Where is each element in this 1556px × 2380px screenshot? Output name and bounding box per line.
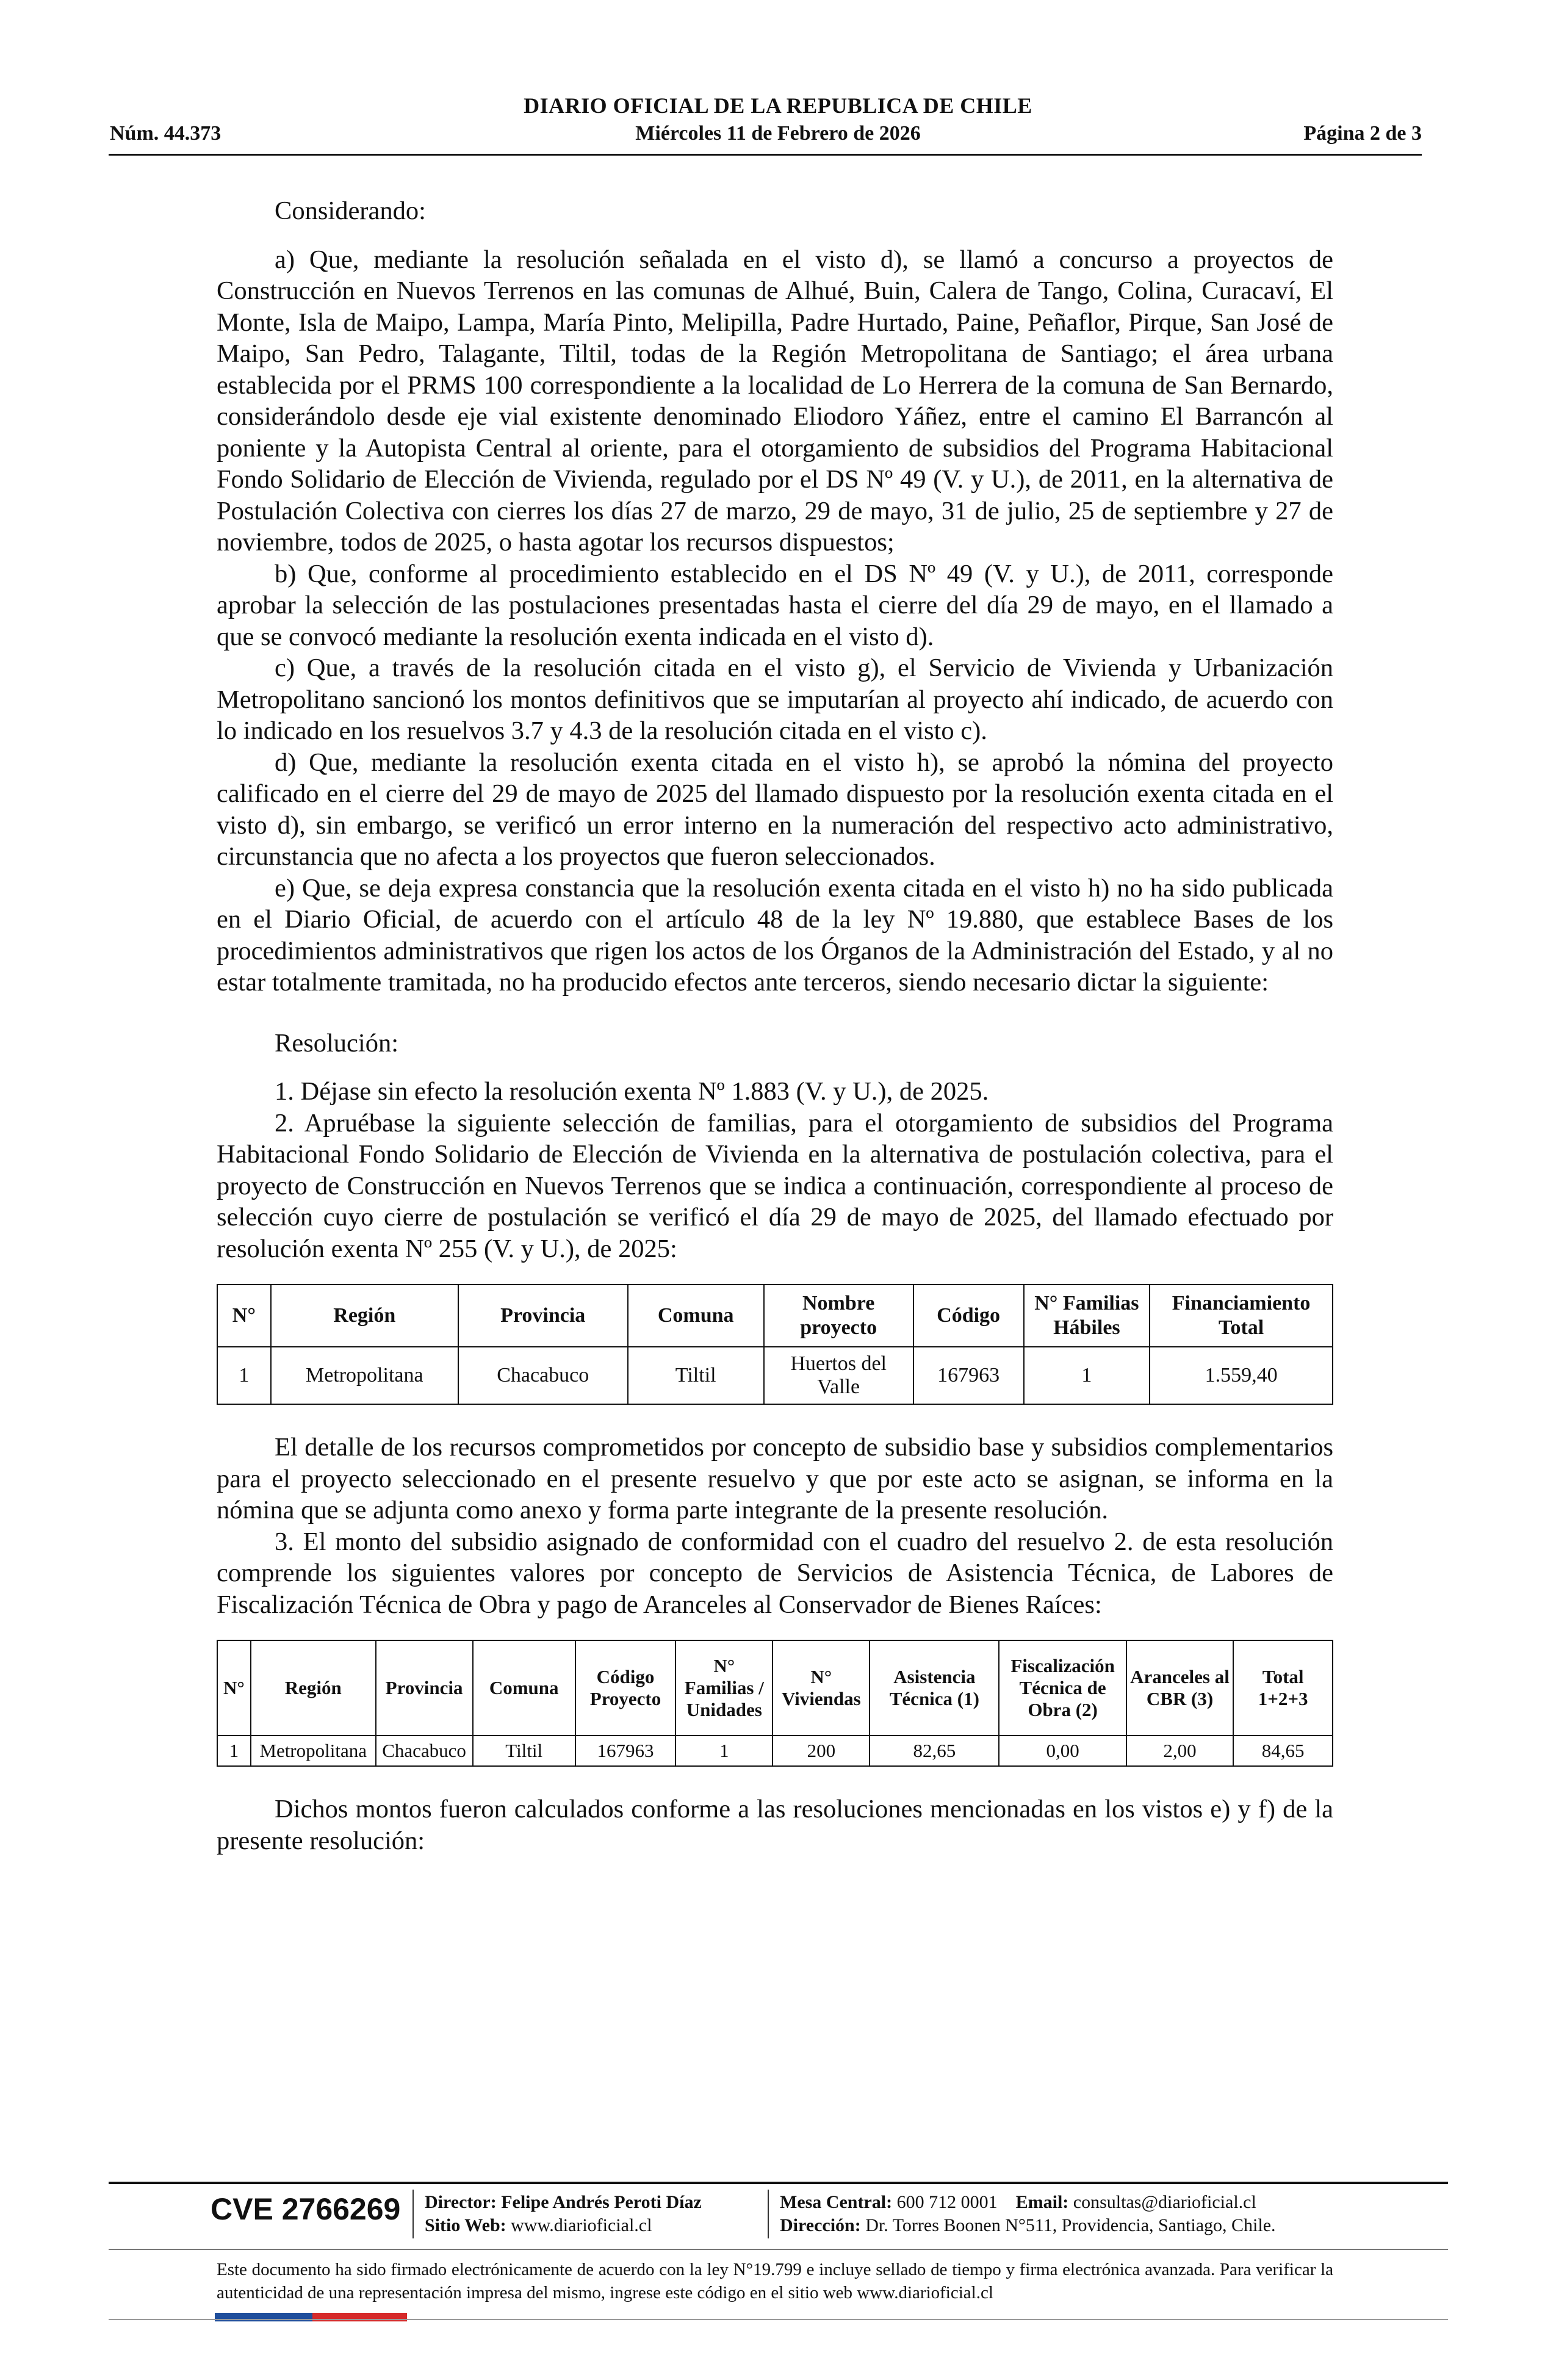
footer-separator: [768, 2190, 769, 2238]
amounts-table: [217, 1640, 1333, 1767]
director-name: Felipe Andrés Peroti Díaz: [501, 2192, 702, 2212]
table-cell: 1: [217, 1736, 251, 1766]
selection-table: [217, 1284, 1333, 1405]
signature-note: Este documento ha sido firmado electrónicamente de acuerdo con la ley N°19.799 e incluye sellado de tiempo y firma electrónica avanzada. Para verificar la autenticidad de una representación impresa del mismo, ingrese este código en el sitio web www.diarioficial.cl: [217, 2260, 1333, 2302]
page-indicator: Página 2 de 3: [1303, 122, 1422, 145]
considerando-d: d) Que, mediante la resolución exenta citada en el visto h), se aprobó la nómina del proyecto calificado en el cierre del 29 de mayo de 2025 del llamado dispuesto por la resolución exenta citada en el visto d), sin embargo, se verificó un error interno en la numeración del respectivo acto administrativo, circunstancia que no afecta a los proyectos que fueron seleccionados.: [217, 748, 1333, 871]
col-header: N°: [217, 1640, 251, 1736]
col-header: Aranceles al CBR (3): [1126, 1640, 1233, 1736]
flag-stripe-blue: [215, 2313, 312, 2321]
document-body: [217, 183, 1333, 1856]
resolucion-2: 2. Apruébase la siguiente selección de familias, para el otorgamiento de subsidios del Programa Habitacional Fondo Solidario de Elección de Vivienda en la alternativa de postulación colectiva, para el proyecto de Construcción en Nuevos Terrenos que se indica a continuación, correspondiente al proceso de selección cuyo cierre de postulación se verificó el día 29 de mayo de 2025, del llamado efectuado por resolución exenta Nº 255 (V. y U.), de 2025:: [217, 1108, 1333, 1263]
table-cell: Metropolitana: [251, 1736, 376, 1766]
table-cell: Huertos del Valle: [764, 1347, 913, 1404]
col-header: Región: [251, 1640, 376, 1736]
table-cell: Tiltil: [473, 1736, 575, 1766]
col-header: Total 1+2+3: [1233, 1640, 1333, 1736]
closing-paragraph: Dichos montos fueron calculados conforme a las resoluciones mencionadas en los vistos e) y f) de la presente resolución:: [217, 1795, 1333, 1855]
cve-code: CVE 2766269: [211, 2192, 401, 2226]
address-text: Dr. Torres Boonen N°511, Providencia, Santiago, Chile.: [865, 2215, 1276, 2235]
table-header-row: [217, 1640, 1333, 1736]
col-header: Código: [913, 1285, 1024, 1347]
table-cell: Metropolitana: [271, 1347, 458, 1404]
issue-number: Núm. 44.373: [110, 122, 222, 145]
considerando-heading: Considerando:: [275, 197, 426, 225]
col-header: Código Proyecto: [575, 1640, 676, 1736]
footer-divider: [109, 2182, 1448, 2184]
footer-separator: [412, 2190, 414, 2238]
table-cell: 84,65: [1233, 1736, 1333, 1766]
col-header: Provincia: [376, 1640, 473, 1736]
col-header: N° Viviendas: [773, 1640, 870, 1736]
detalle-paragraph: El detalle de los recursos comprometidos por concepto de subsidio base y subsidios complementarios para el proyecto seleccionado en el presente resuelvo y que por este acto se asignan, se informa en la nómina que se adjunta como anexo y forma parte integrante de la presente resolución.: [217, 1433, 1333, 1524]
footer-bottom-rule: [109, 2319, 1448, 2320]
flag-stripe-red: [312, 2313, 407, 2321]
col-header: N° Familias / Unidades: [675, 1640, 773, 1736]
director-label: Director:: [425, 2192, 497, 2212]
table-cell: 1: [217, 1347, 271, 1404]
issue-date: Miércoles 11 de Febrero de 2026: [635, 122, 921, 145]
footer-thin-rule: [109, 2249, 1448, 2250]
col-header: Provincia: [458, 1285, 628, 1347]
mesa-label: Mesa Central:: [780, 2192, 893, 2212]
resolucion-3: 3. El monto del subsidio asignado de conformidad con el cuadro del resuelvo 2. de esta resolución comprende los siguientes valores por concepto de Servicios de Asistencia Técnica, de Labores de Fiscalización Técnica de Obra y pago de Aranceles al Conservador de Bienes Raíces:: [217, 1527, 1333, 1619]
col-header: Asistencia Técnica (1): [870, 1640, 999, 1736]
table-row: [217, 1347, 1333, 1404]
table-cell: 1.559,40: [1150, 1347, 1333, 1404]
table-cell: 1: [1024, 1347, 1150, 1404]
newspaper-title: DIARIO OFICIAL DE LA REPUBLICA DE CHILE: [524, 93, 1032, 118]
col-header: Comuna: [473, 1640, 575, 1736]
table-cell: 82,65: [870, 1736, 999, 1766]
web-link[interactable]: www.diarioficial.cl: [511, 2215, 652, 2235]
resolucion-heading: Resolución:: [275, 1028, 399, 1058]
table-cell: 1: [675, 1736, 773, 1766]
table-header-row: [217, 1285, 1333, 1347]
considerando-b: b) Que, conforme al procedimiento establecido en el DS Nº 49 (V. y U.), de 2011, corresponde aprobar la selección de las postulaciones presentadas hasta el cierre del día 29 de mayo, en el llamado a que se convocó mediante la resolución exenta indicada en el visto d).: [217, 559, 1333, 651]
table-cell: 2,00: [1126, 1736, 1233, 1766]
col-header: Fiscalización Técnica de Obra (2): [999, 1640, 1126, 1736]
footer-director-block: [425, 2191, 702, 2237]
col-header: Región: [271, 1285, 458, 1347]
email-label: Email:: [1015, 2192, 1069, 2212]
table-cell: 0,00: [999, 1736, 1126, 1766]
col-header: N° Familias Hábiles: [1024, 1285, 1150, 1347]
table-row: [217, 1736, 1333, 1766]
col-header: Comuna: [628, 1285, 764, 1347]
header-divider: [109, 154, 1422, 156]
table-cell: 167963: [575, 1736, 676, 1766]
mesa-phone: 600 712 0001: [896, 2192, 998, 2212]
table-cell: Tiltil: [628, 1347, 764, 1404]
col-header: Nombre proyecto: [764, 1285, 913, 1347]
col-header: N°: [217, 1285, 271, 1347]
col-header: Financiamiento Total: [1150, 1285, 1333, 1347]
table-cell: 167963: [913, 1347, 1024, 1404]
considerando-a: a) Que, mediante la resolución señalada en el visto d), se llamó a concurso a proyectos de Construcción en Nuevos Terrenos en las comunas de Alhué, Buin, Calera de Tango, Colina, Curacaví, El Monte, Isla de Maipo, Lampa, María Pinto, Melipilla, Padre Hurtado, Paine, Peñaflor, Pirque, San José de Maipo, San Pedro, Talagante, Tiltil, todas de la Región Metropolitana de Santiago; el área urbana establecida por el PRMS 100 correspondiente a la localidad de Lo Herrera de la comuna de San Bernardo, considerándolo desde eje vial existente denominado Eliodoro Yáñez, entre el camino El Barrancón al poniente y la Autopista Central al oriente, para el otorgamiento de subsidios del Programa Habitacional Fondo Solidario de Elección de Vivienda, regulado por el DS Nº 49 (V. y U.), de 2011, en la alternativa de Postulación Colectiva con cierres los días 27 de marzo, 29 de mayo, 31 de julio, 25 de septiembre y 27 de noviembre, todos de 2025, o hasta agotar los recursos dispuestos;: [217, 245, 1333, 557]
email-link[interactable]: consultas@diarioficial.cl: [1073, 2192, 1256, 2212]
address-label: Dirección:: [780, 2215, 861, 2235]
page-header: [0, 0, 1556, 159]
table-cell: 200: [773, 1736, 870, 1766]
table-cell: Chacabuco: [376, 1736, 473, 1766]
footer-contact-block: [780, 2191, 1276, 2237]
table-cell: Chacabuco: [458, 1347, 628, 1404]
considerando-c: c) Que, a través de la resolución citada en el visto g), el Servicio de Vivienda y Urbanización Metropolitano sancionó los montos definitivos que se imputarían al proyecto ahí indicado, de acuerdo con lo indicado en los resuelvos 3.7 y 4.3 de la resolución citada en el visto c).: [217, 654, 1333, 745]
web-label: Sitio Web:: [425, 2215, 506, 2235]
resolucion-1: 1. Déjase sin efecto la resolución exenta Nº 1.883 (V. y U.), de 2025.: [275, 1077, 989, 1106]
considerando-e: e) Que, se deja expresa constancia que la resolución exenta citada en el visto h) no ha sido publicada en el Diario Oficial, de acuerdo con el artículo 48 de la ley Nº 19.880, que establece Bases de los procedimientos administrativos que rigen los actos de los Órganos de la Administración del Estado, y al no estar totalmente tramitada, no ha producido efectos ante terceros, siendo necesario dictar la siguiente:: [217, 873, 1333, 997]
